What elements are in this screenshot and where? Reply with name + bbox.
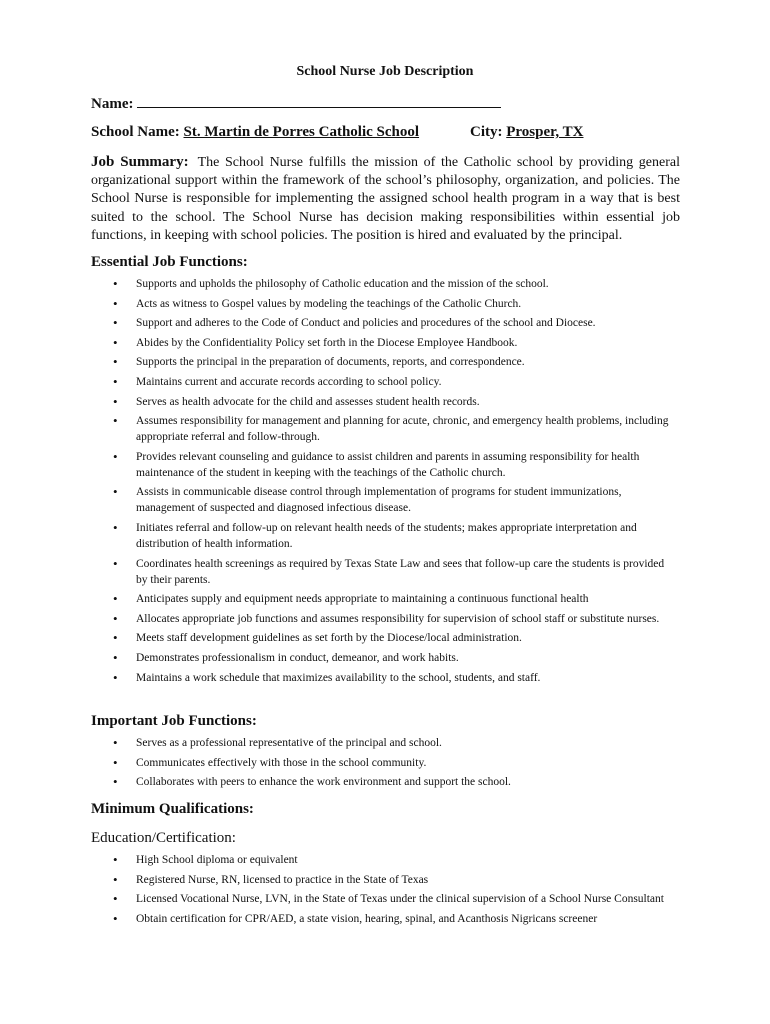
- name-label: Name:: [91, 96, 134, 112]
- job-summary-text: The School Nurse fulfills the mission of the Catholic school by providing general organizational support within the framework of the school’s philosophy, organization, and policies. The School Nurse is responsible for implementing the assigned school health program in a way that is best suited to the school. The School Nurse has decision making responsibilities within essential job functions, in keeping with school policies. The position is hired and evaluated by the principal.: [91, 155, 681, 243]
- list-item: • Licensed Vocational Nurse, LVN, in the State of Texas under the clinical supervision of a School Nurse Consultant: [0, 891, 676, 907]
- list-item: • Obtain certification for CPR/AED, a state vision, hearing, spinal, and Acanthosis Nigricans screener: [0, 911, 676, 927]
- minimum-qualifications-heading: Minimum Qualifications:: [91, 801, 254, 817]
- list-item: • Assumes responsibility for management and planning for acute, chronic, and emergency health problems, including appropriate referral and follow-through.: [0, 413, 676, 445]
- minimum-qualifications-list: [0, 852, 676, 930]
- name-field-row: [91, 93, 501, 113]
- list-item: • Anticipates supply and equipment needs appropriate to maintaining a continuous functional health: [0, 591, 676, 607]
- list-item: • Abides by the Confidentiality Policy set forth in the Diocese Employee Handbook.: [0, 335, 676, 351]
- list-item: • Support and adheres to the Code of Conduct and policies and procedures of the school and Diocese.: [0, 315, 676, 331]
- list-item: • Meets staff development guidelines as set forth by the Diocese/local administration.: [0, 630, 676, 646]
- essential-functions-list: [0, 276, 676, 689]
- list-item: • Maintains a work schedule that maximizes availability to the school, students, and staff.: [0, 670, 676, 686]
- list-item: • High School diploma or equivalent: [0, 852, 676, 868]
- list-item: • Allocates appropriate job functions and assumes responsibility for supervision of school staff or substitute nurses.: [0, 611, 676, 627]
- city-block: [470, 124, 583, 141]
- essential-functions-heading: Essential Job Functions:: [91, 254, 248, 270]
- list-item: • Supports the principal in the preparation of documents, reports, and correspondence.: [0, 354, 676, 370]
- list-item: • Acts as witness to Gospel values by modeling the teachings of the Catholic Church.: [0, 296, 676, 312]
- job-summary-label: Job Summary:: [91, 154, 189, 170]
- list-item: • Assists in communicable disease control through implementation of programs for student immunizations, management of suspected and diagnosed infectious disease.: [0, 484, 676, 516]
- job-summary: [91, 153, 680, 245]
- important-functions-list: [0, 735, 676, 794]
- list-item: • Serves as health advocate for the child and assesses student health records.: [0, 394, 676, 410]
- list-item: • Supports and upholds the philosophy of Catholic education and the mission of the school.: [0, 276, 676, 292]
- list-item: • Initiates referral and follow-up on relevant health needs of the students; makes appropriate interpretation and distribution of health information.: [0, 520, 676, 552]
- education-certification-subheading: Education/Certification:: [91, 830, 236, 846]
- list-item: • Coordinates health screenings as required by Texas State Law and sees that follow-up care the students is provided by their parents.: [0, 556, 676, 588]
- school-name-label: School Name:: [91, 124, 180, 140]
- list-item: • Registered Nurse, RN, licensed to practice in the State of Texas: [0, 872, 676, 888]
- school-info-row: [91, 124, 691, 141]
- list-item: • Maintains current and accurate records according to school policy.: [0, 374, 676, 390]
- important-functions-heading: Important Job Functions:: [91, 713, 257, 729]
- school-name-value: St. Martin de Porres Catholic School: [183, 124, 420, 140]
- list-item: • Demonstrates professionalism in conduct, demeanor, and work habits.: [0, 650, 676, 666]
- city-value: Prosper, TX: [506, 124, 584, 140]
- list-item: • Collaborates with peers to enhance the work environment and support the school.: [0, 774, 676, 790]
- city-label: City:: [470, 124, 503, 140]
- name-blank-line: [137, 93, 501, 108]
- list-item: • Serves as a professional representative of the principal and school.: [0, 735, 676, 751]
- document-title: School Nurse Job Description: [296, 64, 474, 79]
- list-item: • Communicates effectively with those in the school community.: [0, 755, 676, 771]
- list-item: • Provides relevant counseling and guidance to assist children and parents in assuming responsibility for health maintenance of the student in keeping with the teachings of the Catholic church.: [0, 449, 676, 481]
